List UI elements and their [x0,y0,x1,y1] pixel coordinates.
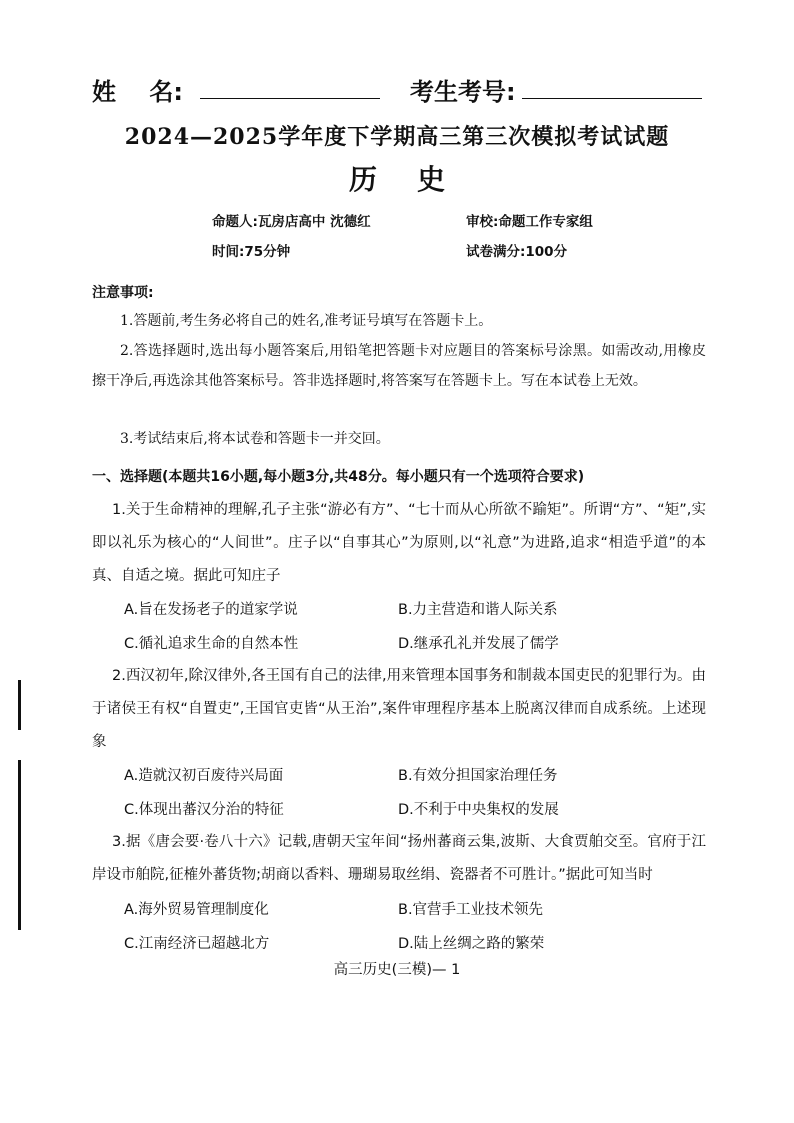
time-info: 时间:75分钟 [212,244,291,260]
notice-heading: 注意事项: [92,285,154,301]
notice-item: 2.答选择题时,选出每小题答案后,用铅笔把答题卡对应题目的答案标号涂黑。如需改动,用橡皮擦干净后,再选涂其他答案标号。答非选择题时,将答案写在答题卡上。写在本试卷上无效。 [92,343,706,389]
page-footer: 高三历史(三模)— 1 [333,962,461,978]
question-stem: 3.据《唐会要·卷八十六》记载,唐朝天宝年间“扬州蕃商云集,波斯、大食贾舶交至。官府于江岸设市舶院,征榷外蕃货物;胡商以香料、珊瑚易取丝绢、瓷器者不可胜计。”据此可知当时 [92,834,706,883]
option-a: A.旨在发扬老子的道家学说 [124,602,298,618]
option-d: D.继承孔礼并发展了儒学 [398,636,559,652]
option-b: B.力主营造和谐人际关系 [398,602,558,618]
option-c: C.体现出蕃汉分治的特征 [124,802,284,818]
option-b: B.官营手工业技术领先 [398,902,544,918]
exam-number-label: 考生考号: [410,78,516,106]
full-score-info: 试卷满分:100分 [466,244,568,260]
option-c: C.江南经济已超越北方 [124,936,270,952]
section-title: 一、选择题(本题共16小题,每小题3分,共48分。每小题只有一个选项符合要求) [92,469,585,485]
subject-title: 历史 [348,163,485,196]
option-c: C.循礼追求生命的自然本性 [124,636,299,652]
name-field[interactable] [200,98,380,99]
binding-mark-upper [18,680,21,730]
reviewer-info: 审校:命题工作专家组 [466,214,593,230]
notice-item: 1.答题前,考生务必将自己的姓名,准考证号填写在答题卡上。 [120,313,493,329]
question-stem: 2.西汉初年,除汉律外,各王国有自己的法律,用来管理本国事务和制裁本国吏民的犯罪行为。由于诸侯王有权“自置吏”,王国官吏皆“从王治”,案件审理程序基本上脱离汉律而自成系统。上述现象 [92,668,706,750]
name-label: 姓 名: [92,78,184,106]
option-d: D.不利于中央集权的发展 [398,802,559,818]
option-a: A.海外贸易管理制度化 [124,902,269,918]
exam-title: 2024—2025学年度下学期高三第三次模拟考试试题 [124,124,670,150]
option-a: A.造就汉初百废待兴局面 [124,768,284,784]
question-stem: 1.关于生命精神的理解,孔子主张“游必有方”、“七十而从心所欲不踰矩”。所谓“方”、“矩”,实即以礼乐为核心的“人间世”。庄子以“自事其心”为原则,以“礼意”为进路,追求“相造乎道”的本真、自适之境。据此可知庄子 [92,502,706,584]
notice-item: 3.考试结束后,将本试卷和答题卡一并交回。 [120,431,390,447]
option-d: D.陆上丝绸之路的繁荣 [398,936,545,952]
binding-mark-lower [18,760,21,930]
exam-number-field[interactable] [522,98,702,99]
author-info: 命题人:瓦房店高中 沈德红 [212,214,371,230]
option-b: B.有效分担国家治理任务 [398,768,558,784]
candidate-info-row [92,72,712,106]
